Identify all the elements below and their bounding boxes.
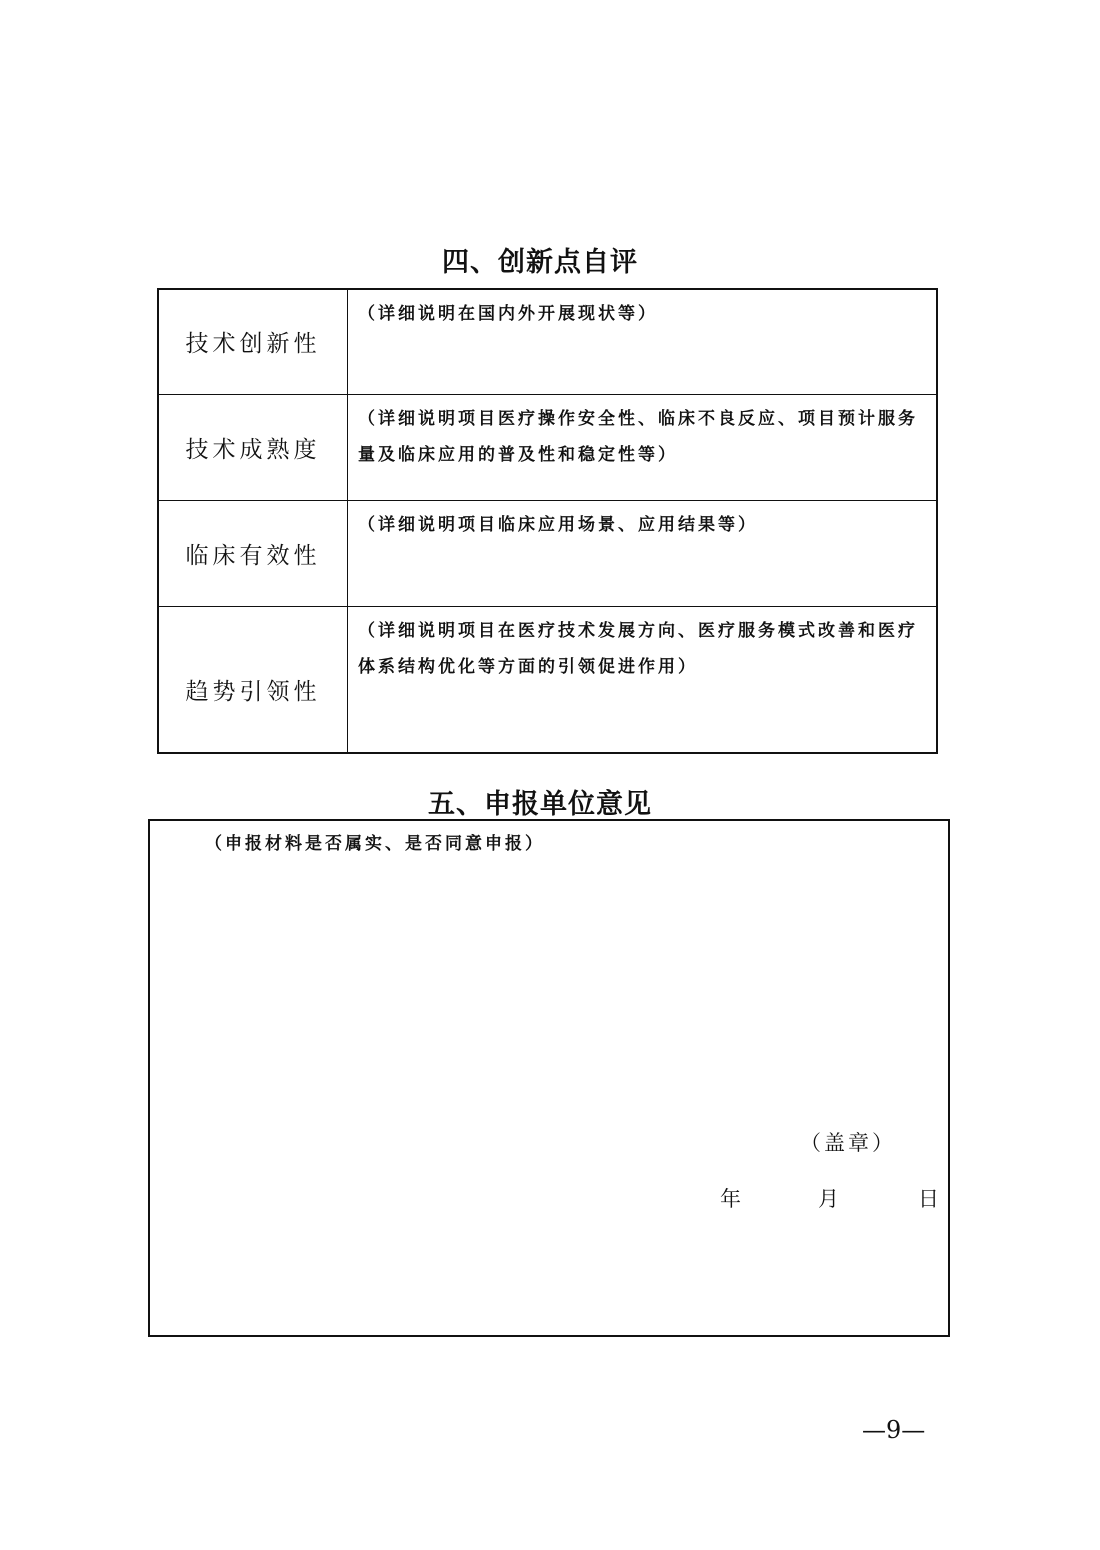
table-row: [158, 394, 937, 500]
row-label-tech-innovation: 技术创新性: [158, 289, 348, 394]
section4-title: 四、创新点自评: [442, 247, 638, 278]
row-description-clinical-effectiveness[interactable]: （详细说明项目临床应用场景、应用结果等）: [348, 500, 938, 606]
section5-title: 五、申报单位意见: [428, 789, 652, 820]
seal-label: （盖章）: [800, 1131, 896, 1155]
opinion-hint: （申报材料是否属实、是否同意申报）: [205, 834, 545, 854]
page-number: —9—: [862, 1416, 926, 1444]
table-row: [158, 289, 937, 394]
row-label-text: 趋势引领性: [185, 678, 321, 705]
date-month-label: 月: [818, 1187, 839, 1211]
self-evaluation-table: [157, 288, 938, 754]
date-day-label: 日: [918, 1187, 939, 1211]
row-label-tech-maturity: 技术成熟度: [158, 394, 348, 500]
row-description-trend-leadership[interactable]: （详细说明项目在医疗技术发展方向、医疗服务模式改善和医疗体系结构优化等方面的引领促进作用）: [348, 606, 938, 753]
date-year-label: 年: [720, 1187, 741, 1211]
row-label-trend-leadership: [158, 606, 348, 753]
table-row: [158, 500, 937, 606]
table-row: [158, 606, 937, 753]
row-description-tech-innovation[interactable]: （详细说明在国内外开展现状等）: [348, 289, 938, 394]
applicant-opinion-box[interactable]: [148, 819, 950, 1337]
row-description-tech-maturity[interactable]: （详细说明项目医疗操作安全性、临床不良反应、项目预计服务量及临床应用的普及性和稳定性等）: [348, 394, 938, 500]
row-label-clinical-effectiveness: 临床有效性: [158, 500, 348, 606]
